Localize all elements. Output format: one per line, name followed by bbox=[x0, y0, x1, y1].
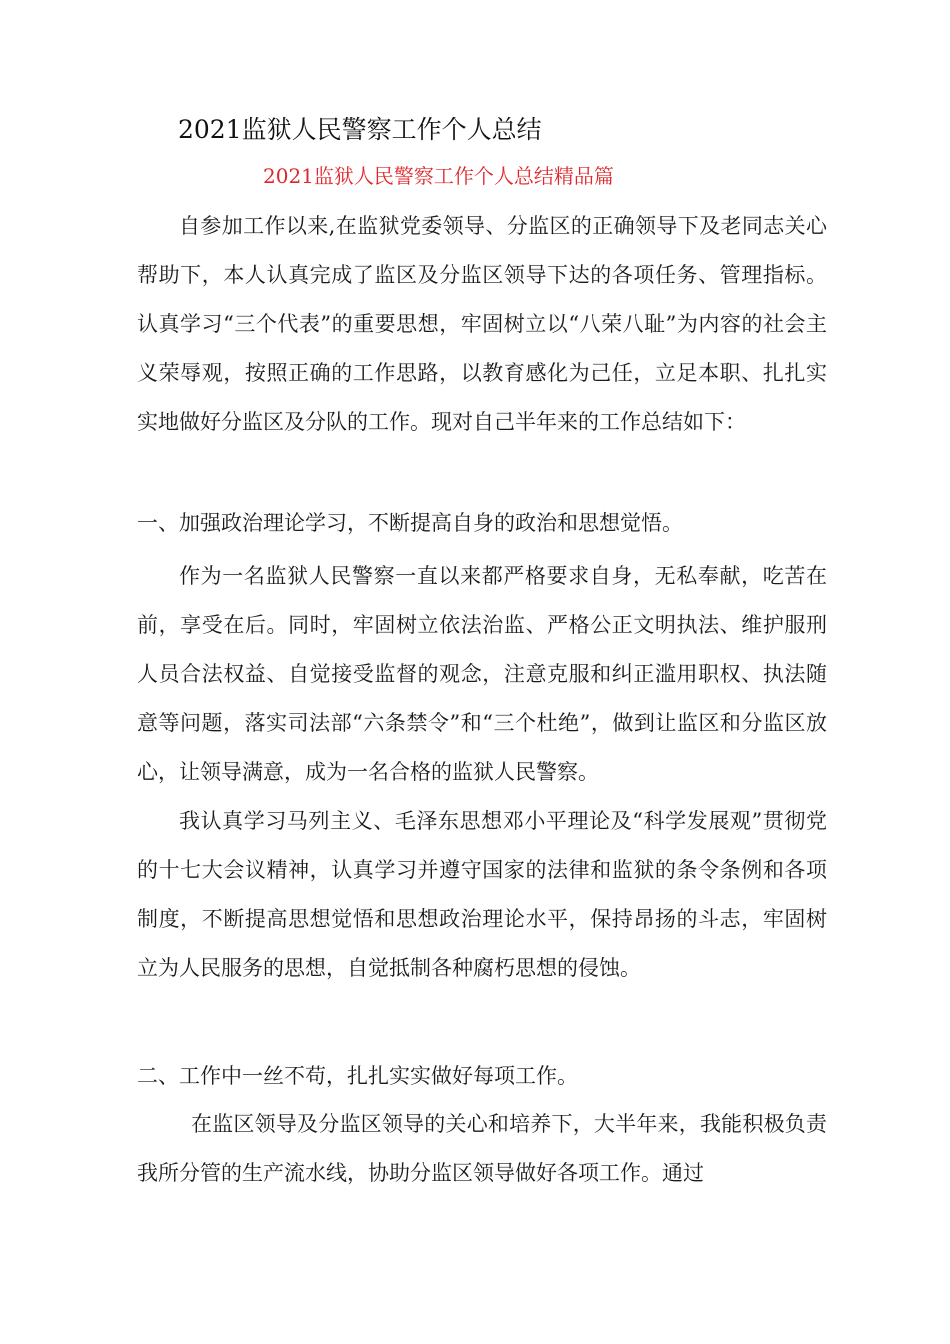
intro-paragraph: 自参加工作以来,在监狱党委领导、分监区的正确领导下及老同志关心帮助下，本人认真完成了监区及分监区领导下达的各项任务、管理指标。认真学习“三个代表”的重要思想，牢固树立以“八荣八耻”为内容的社会主义荣辱观，按照正确的工作思路，以教育感化为己任，立足本职、扎扎实实地做好分监区及分队的工作。现对自己半年来的工作总结如下： bbox=[137, 214, 827, 434]
section-heading-two: 二、工作中一丝不苟，扎扎实实做好每项工作。 bbox=[137, 1064, 578, 1088]
section-heading-one: 一、加强政治理论学习，不断提高自身的政治和思想觉悟。 bbox=[137, 511, 683, 535]
section-one-paragraph-1: 作为一名监狱人民警察一直以来都严格要求自身，无私奉献，吃苦在前，享受在后。同时，牢固树立依法治监、严格公正文明执法、维护服刑人员合法权益、自觉接受监督的观念，注意克服和纠正滥用职权、执法随意等问题，落实司法部“六条禁令”和“三个杜绝”，做到让监区和分监区放心，让领导满意，成为一名合格的监狱人民警察。 bbox=[137, 564, 827, 784]
section-one-paragraph-2: 我认真学习马列主义、毛泽东思想邓小平理论及“科学发展观”贯彻党的十七大会议精神，认真学习并遵守国家的法律和监狱的条令条例和各项制度，不断提高思想觉悟和思想政治理论水平，保持昂扬的斗志，牢固树立为人民服务的思想，自觉抵制各种腐朽思想的侵蚀。 bbox=[137, 809, 827, 980]
document-subtitle: 2021监狱人民警察工作个人总结精品篇 bbox=[263, 164, 614, 188]
document-title: 2021监狱人民警察工作个人总结 bbox=[178, 115, 542, 144]
section-two-paragraph-1: 在监区领导及分监区领导的关心和培养下，大半年来，我能积极负责我所分管的生产流水线，协助分监区领导做好各项工作。通过 bbox=[137, 1112, 827, 1185]
